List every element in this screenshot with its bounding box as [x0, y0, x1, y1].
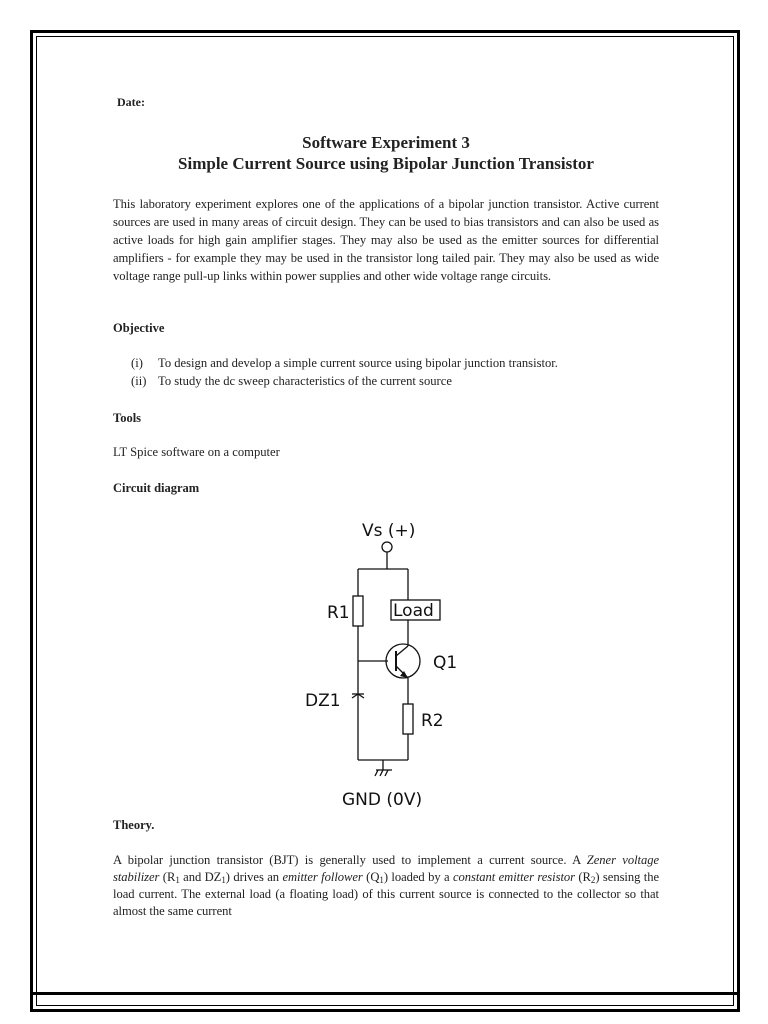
- theory-text: ) drives an: [225, 870, 283, 884]
- resistor-r2: [403, 704, 413, 734]
- label-r1: R1: [327, 603, 350, 623]
- list-item-text: To study the dc sweep characteristics of the current source: [158, 374, 452, 388]
- theory-heading: Theory.: [113, 818, 155, 832]
- document-title: [113, 132, 659, 174]
- theory-text: ) sensing the load current. The external load (a floating load) of this current source is connected to the collector so that almost the same current: [113, 870, 660, 918]
- transistor-q1-collector: [396, 646, 408, 656]
- circuit-diagram: [298, 518, 460, 812]
- label-gnd: GND (0V): [342, 790, 423, 810]
- theory-text: (R: [575, 870, 591, 884]
- title-line-2: Simple Current Source using Bipolar Junction Transistor: [178, 154, 594, 173]
- subscript: 1: [175, 875, 180, 885]
- ground-hatch: [375, 770, 378, 776]
- list-item: [131, 372, 661, 390]
- ground-hatch: [385, 770, 388, 776]
- vs-terminal: [382, 542, 392, 552]
- theory-text: (R: [159, 870, 176, 884]
- label-q1: Q1: [433, 653, 458, 673]
- subscript: 2: [590, 875, 596, 885]
- label-load: Load: [393, 601, 434, 621]
- intro-paragraph: This laboratory experiment explores one of the applications of a bipolar junction transistor. Active current sources are used in many areas of circuit design. They can be used to bias transistors and can also be used as active loads for high gain amplifier stages. They may also be used as the emitter sources for differential amplifiers - for example they may be used in the transistor long tailed pair. They may also be used as wide voltage range pull-up links within power supplies and other wide voltage range circuits.: [113, 197, 659, 283]
- label-r2: R2: [421, 711, 444, 731]
- label-vs: Vs (+): [362, 521, 416, 541]
- date-label: Date:: [117, 95, 145, 109]
- theory-term-emitter-follower: emitter follower: [282, 870, 363, 884]
- theory-paragraph: [113, 852, 659, 920]
- theory-term-zener-stabilizer: Zener voltage stabilizer: [113, 853, 659, 884]
- theory-text: A bipolar junction transistor (BJT) is generally used to implement a current source. A: [113, 853, 587, 867]
- list-item: [131, 354, 661, 372]
- title-line-1: Software Experiment 3: [302, 133, 470, 152]
- list-item-text: To design and develop a simple current source using bipolar junction transistor.: [158, 356, 558, 370]
- list-item-number: (i): [131, 356, 143, 370]
- objective-heading: Objective: [113, 321, 165, 335]
- label-dz1: DZ1: [305, 691, 341, 711]
- subscript: 1: [221, 875, 226, 885]
- theory-text: (Q: [362, 870, 380, 884]
- list-item-number: (ii): [131, 374, 147, 388]
- ground-hatch: [380, 770, 383, 776]
- objective-list: [131, 354, 661, 390]
- footer-rule: [30, 992, 740, 995]
- tools-heading: Tools: [113, 411, 142, 425]
- resistor-r1: [353, 596, 363, 626]
- theory-term-constant-emitter-resistor: constant emitter resistor: [452, 870, 575, 884]
- theory-text: ) loaded by a: [383, 870, 453, 884]
- tools-text: LT Spice software on a computer: [113, 445, 280, 459]
- subscript: 1: [379, 875, 384, 885]
- circuit-heading: Circuit diagram: [113, 481, 200, 495]
- theory-text: and DZ: [179, 870, 222, 884]
